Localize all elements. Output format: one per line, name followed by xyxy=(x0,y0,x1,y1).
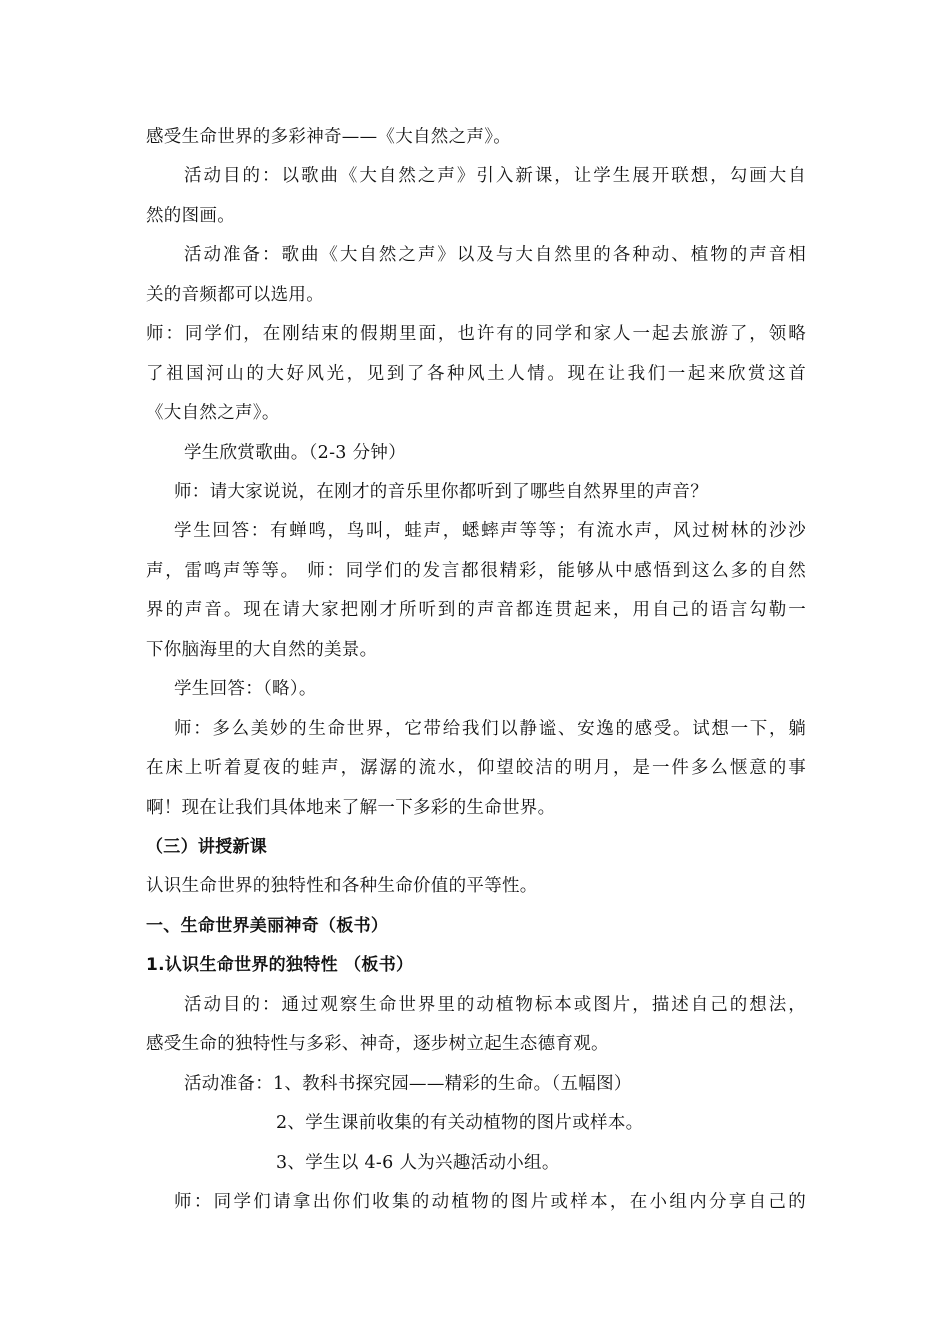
text-line: 界的声音。现在请大家把刚才所听到的声音都连贯起来，用自己的语言勾勒一 xyxy=(146,600,806,620)
text-line: 然的图画。 xyxy=(146,206,235,226)
text-line: 活动准备：1、教科书探究园——精彩的生命。（五幅图） xyxy=(184,1074,632,1094)
text-line: 活动准备：歌曲《大自然之声》以及与大自然里的各种动、植物的声音相 xyxy=(184,245,806,265)
text-line: 认识生命世界的独特性和各种生命价值的平等性。 xyxy=(146,876,538,896)
section-heading: 一、生命世界美丽神奇（板书） xyxy=(146,916,389,936)
text-line: 活动目的：以歌曲《大自然之声》引入新课，让学生展开联想，勾画大自 xyxy=(184,166,806,186)
text-line: 在床上听着夏夜的蛙声，潺潺的流水，仰望皎洁的明月，是一件多么惬意的事 xyxy=(146,758,806,778)
text-line: 感受生命的独特性与多彩、神奇，逐步树立起生态德育观。 xyxy=(146,1034,609,1054)
text-line: 了祖国河山的大好风光，见到了各种风土人情。现在让我们一起来欣赏这首 xyxy=(146,364,806,384)
text-line: 《大自然之声》。 xyxy=(146,403,280,423)
text-line: 下你脑海里的大自然的美景。 xyxy=(146,640,378,660)
text-line: 活动目的：通过观察生命世界里的动植物标本或图片，描述自己的想法， xyxy=(184,995,806,1015)
text-line: 师：同学们请拿出你们收集的动植物的图片或样本，在小组内分享自己的 xyxy=(174,1192,806,1212)
text-line: 师：多么美妙的生命世界，它带给我们以静谧、安逸的感受。试想一下，躺 xyxy=(174,719,806,739)
text-line: 师：同学们，在刚结束的假期里面，也许有的同学和家人一起去旅游了，领略 xyxy=(146,324,806,344)
text-line: 学生回答：（略）。 xyxy=(174,679,317,699)
text-line: 感受生命世界的多彩神奇——《大自然之声》。 xyxy=(146,127,512,147)
text-line: 啊！现在让我们具体地来了解一下多彩的生命世界。 xyxy=(146,798,556,818)
list-item: 2、学生课前收集的有关动植物的图片或样本。 xyxy=(276,1113,644,1133)
text-line: 关的音频都可以选用。 xyxy=(146,285,324,305)
text-line: 声，雷鸣声等等。 师：同学们的发言都很精彩，能够从中感悟到这么多的自然 xyxy=(146,561,806,581)
list-item: 3、学生以 4-6 人为兴趣活动小组。 xyxy=(276,1153,560,1173)
text-line: 师：请大家说说，在刚才的音乐里你都听到了哪些自然界里的声音？ xyxy=(174,482,708,502)
section-heading: （三）讲授新课 xyxy=(146,837,268,857)
subsection-heading: 1.认识生命世界的独特性 （板书） xyxy=(146,955,414,975)
text-line: 学生回答：有蝉鸣，鸟叫，蛙声，蟋蟀声等等；有流水声，风过树林的沙沙 xyxy=(174,521,806,541)
text-line: 学生欣赏歌曲。（2-3 分钟） xyxy=(184,443,406,463)
